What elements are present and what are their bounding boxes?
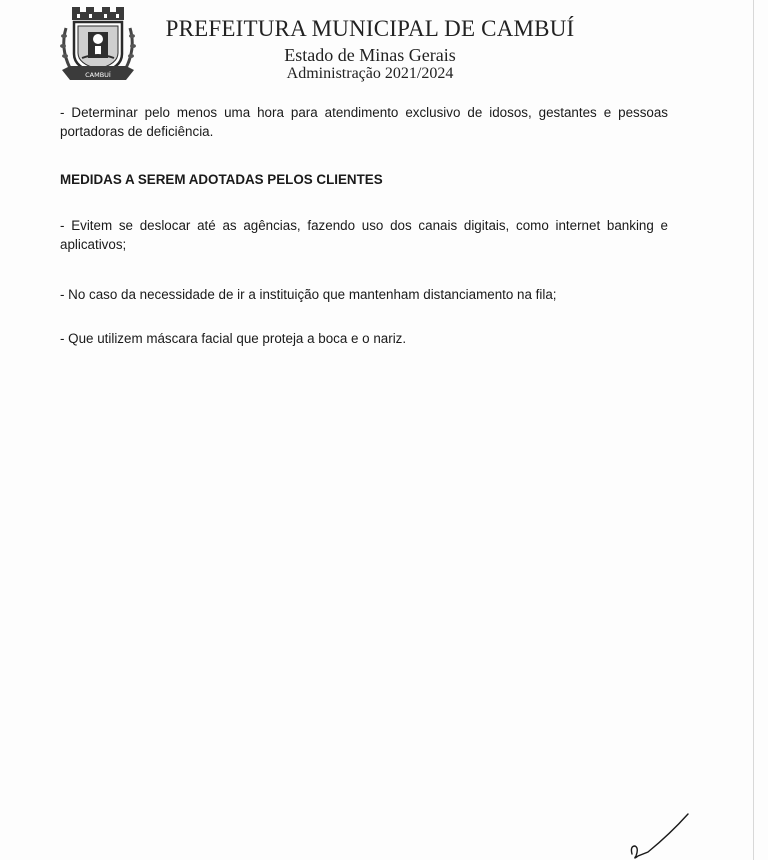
paragraph-queue-distancing: - No caso da necessidade de ir a instituição que mantenham distanciamento na fila; — [60, 287, 557, 302]
handwritten-initials-icon — [624, 810, 694, 860]
letterhead-title: PREFEITURA MUNICIPAL DE CAMBUÍ — [165, 16, 575, 41]
paragraph-digital-channels: - Evitem se deslocar até as agências, fazendo uso dos canais digitais, como internet banking e aplicativos; — [60, 218, 668, 252]
paragraph-face-mask: - Que utilizem máscara facial que proteja a boca e o nariz. — [60, 331, 407, 346]
crest-banner-text: CAMBUÍ — [85, 71, 111, 79]
letterhead — [0, 0, 768, 92]
section-heading-clients: MEDIDAS A SEREM ADOTADAS PELOS CLIENTES — [60, 172, 383, 187]
letterhead-state: Estado de Minas Gerais — [284, 45, 456, 65]
page-edge-line — [753, 0, 754, 860]
paragraph-priority-service: - Determinar pelo menos uma hora para atendimento exclusivo de idosos, gestantes e pessoas portadoras de deficiência. — [60, 105, 668, 139]
municipal-coat-of-arms-icon — [58, 6, 138, 84]
letterhead-administration: Administração 2021/2024 — [286, 65, 454, 82]
